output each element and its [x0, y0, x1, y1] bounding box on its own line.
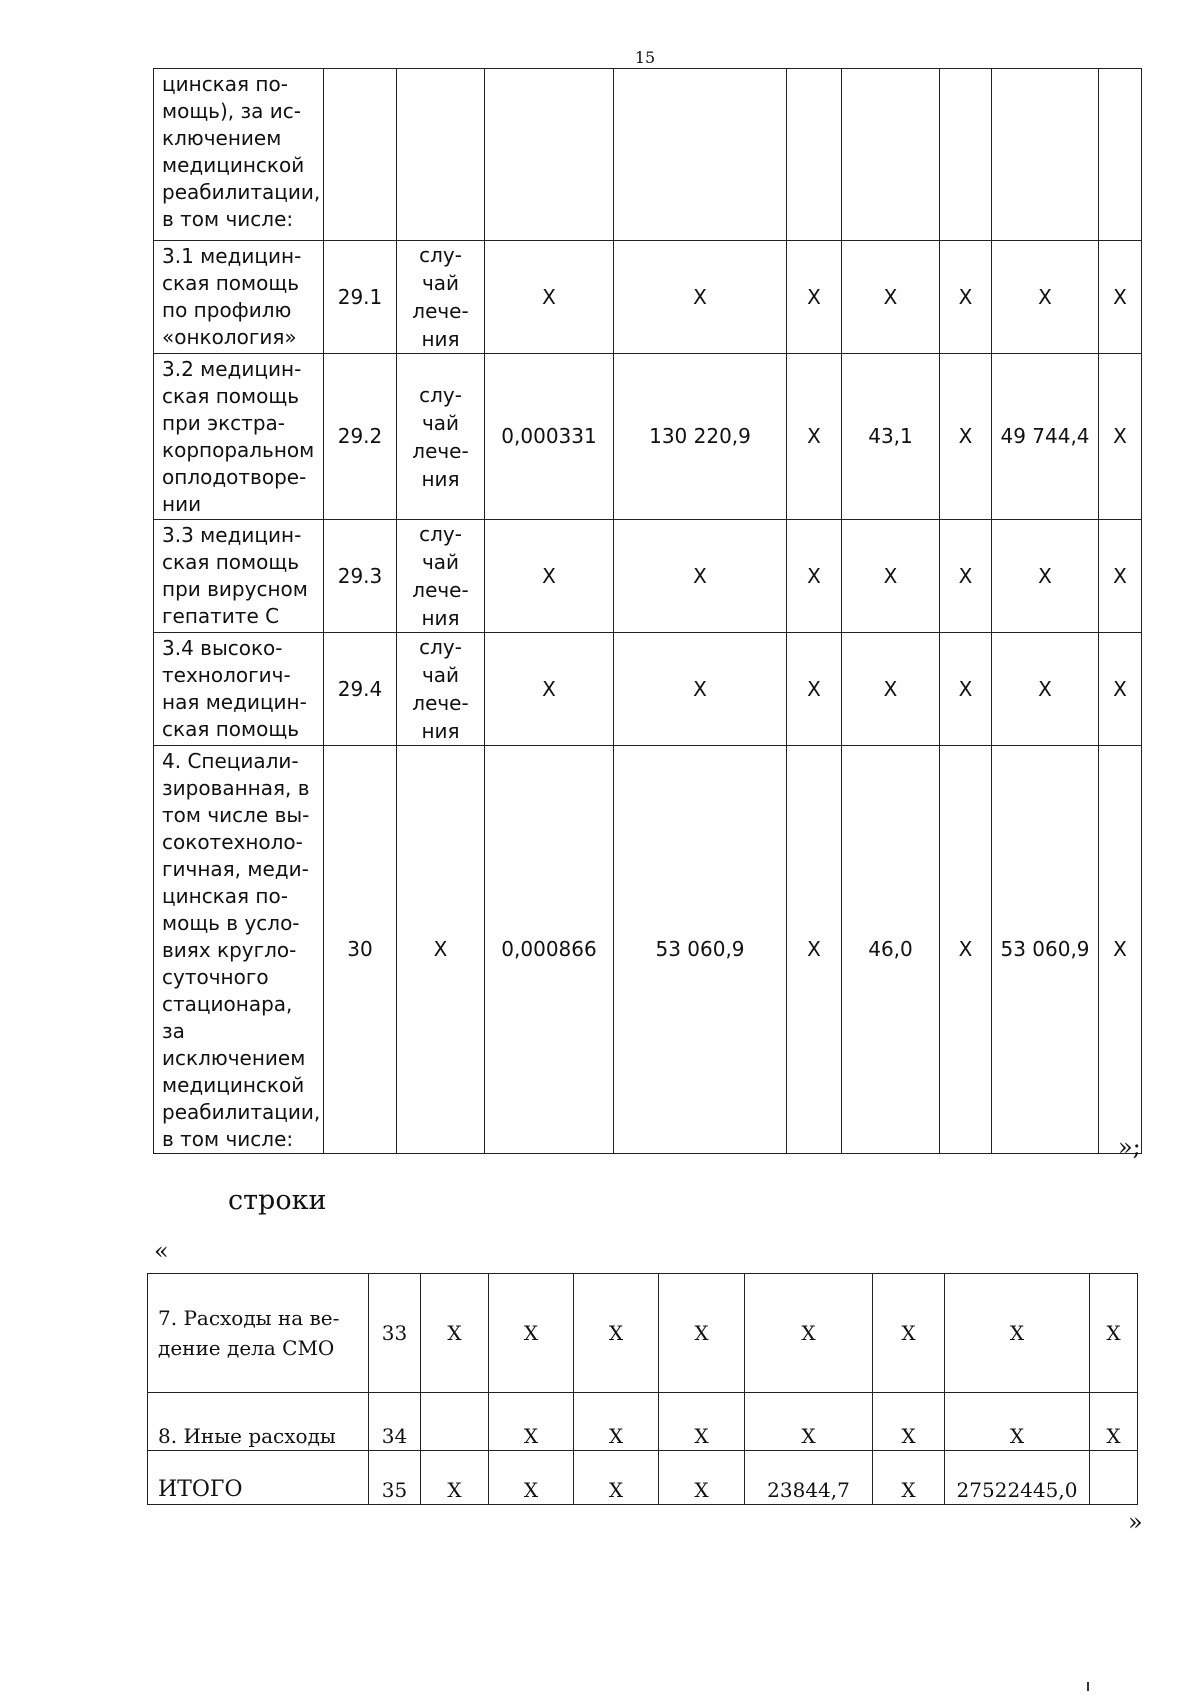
table-cell: X [485, 633, 614, 746]
table-cell: X [574, 1274, 659, 1393]
table-cell: X [574, 1451, 659, 1505]
table-row [148, 1274, 1138, 1393]
row-name: 3.2 медицин- ская помощь при экстра- корпоральном оплодотворе- нии [154, 354, 324, 520]
closing-quote: »; [1118, 1133, 1141, 1161]
table-cell: X [992, 633, 1099, 746]
table-row [154, 69, 1142, 241]
table-row [148, 1393, 1138, 1451]
table-cell: 53 060,9 [992, 746, 1099, 1154]
table-cell: X [1099, 746, 1142, 1154]
table-cell: X [873, 1274, 945, 1393]
row-name: 8. Иные расходы [148, 1393, 369, 1451]
table-cell: X [1099, 354, 1142, 520]
table-cell: X [940, 520, 992, 633]
table-cell [324, 69, 397, 241]
table-cell: 43,1 [842, 354, 940, 520]
table-cell [842, 69, 940, 241]
table-cell [940, 69, 992, 241]
row-code: 35 [369, 1451, 421, 1505]
table-cell: X [489, 1274, 574, 1393]
table-cell: X [1090, 1393, 1138, 1451]
table-cell: X [614, 241, 787, 354]
table-cell: X [787, 746, 842, 1154]
table-cell: X [945, 1393, 1090, 1451]
table-cell: X [1090, 1274, 1138, 1393]
row-name: 3.3 медицин- ская помощь при вирусном гепатите С [154, 520, 324, 633]
table-cell: 46,0 [842, 746, 940, 1154]
table-cell: 23844,7 [745, 1451, 873, 1505]
table-cell: 49 744,4 [992, 354, 1099, 520]
unit-cell: слу- чай лече- ния [397, 520, 485, 633]
table-cell: X [421, 1451, 489, 1505]
table-cell: X [787, 633, 842, 746]
table-cell: 130 220,9 [614, 354, 787, 520]
row-name: ИТОГО [148, 1451, 369, 1505]
table-cell: X [397, 746, 485, 1154]
opening-quote: « [154, 1237, 169, 1265]
row-name: 3.1 медицин- ская помощь по профилю «онкология» [154, 241, 324, 354]
unit-cell: слу- чай лече- ния [397, 241, 485, 354]
row-name: 4. Специали- зированная, в том числе вы- сокотехноло- гичная, меди- цинская по- мощь в усло- виях кругло- суточного стационара, за исключением медицинской реабилитации, в том числе: [154, 746, 324, 1154]
table-row [154, 354, 1142, 520]
table-cell: X [659, 1393, 745, 1451]
table-cell: X [873, 1451, 945, 1505]
table-cell: X [787, 354, 842, 520]
row-name: 7. Расходы на ве- дение дела СМО [148, 1274, 369, 1393]
row-code: 33 [369, 1274, 421, 1393]
table-cell: X [842, 241, 940, 354]
expenses-table [147, 1273, 1138, 1505]
table-cell: 0,000866 [485, 746, 614, 1154]
row-code: 29.2 [324, 354, 397, 520]
closing-quote: » [1128, 1508, 1143, 1536]
table-cell: X [787, 241, 842, 354]
table-cell: 53 060,9 [614, 746, 787, 1154]
table-cell: 0,000331 [485, 354, 614, 520]
table-cell: X [1099, 520, 1142, 633]
table-cell: X [992, 520, 1099, 633]
stroki-label: строки [228, 1185, 327, 1216]
row-code: 30 [324, 746, 397, 1154]
table-cell [397, 69, 485, 241]
table-cell: X [485, 241, 614, 354]
table-cell: X [659, 1274, 745, 1393]
scan-mark [1087, 1682, 1089, 1691]
table-cell [1090, 1451, 1138, 1505]
table-cell: X [614, 520, 787, 633]
table-row [154, 746, 1142, 1154]
unit-cell: слу- чай лече- ния [397, 354, 485, 520]
row-code: 29.3 [324, 520, 397, 633]
table-cell: X [842, 520, 940, 633]
table-cell [421, 1393, 489, 1451]
table-cell: X [745, 1393, 873, 1451]
row-code: 34 [369, 1393, 421, 1451]
table-cell: X [940, 746, 992, 1154]
table-cell: X [992, 241, 1099, 354]
table-cell: X [745, 1274, 873, 1393]
page-number: 15 [634, 48, 656, 67]
table-cell [1099, 69, 1142, 241]
table-cell: X [1099, 633, 1142, 746]
row-name: цинская по- мощь), за ис- ключением медицинской реабилитации, в том числе: [154, 69, 324, 241]
table-cell: X [489, 1451, 574, 1505]
table-cell: X [940, 241, 992, 354]
table-cell: X [787, 520, 842, 633]
table-cell: 27522445,0 [945, 1451, 1090, 1505]
unit-cell: слу- чай лече- ния [397, 633, 485, 746]
table-cell [614, 69, 787, 241]
table-cell: X [873, 1393, 945, 1451]
table-row [154, 520, 1142, 633]
table-cell: X [614, 633, 787, 746]
table-cell: X [489, 1393, 574, 1451]
table-cell: X [421, 1274, 489, 1393]
row-code: 29.4 [324, 633, 397, 746]
table-cell: X [659, 1451, 745, 1505]
table-row [148, 1451, 1138, 1505]
table-cell: X [940, 633, 992, 746]
table-row [154, 241, 1142, 354]
table-row [154, 633, 1142, 746]
table-cell: X [485, 520, 614, 633]
table-cell [992, 69, 1099, 241]
table-cell [485, 69, 614, 241]
table-cell [787, 69, 842, 241]
table-cell: X [574, 1393, 659, 1451]
table-cell: X [1099, 241, 1142, 354]
financing-table-continuation [153, 68, 1142, 1154]
table-cell: X [940, 354, 992, 520]
row-code: 29.1 [324, 241, 397, 354]
row-name: 3.4 высоко- технологич- ная медицин- ская помощь [154, 633, 324, 746]
table-cell: X [842, 633, 940, 746]
table-cell: X [945, 1274, 1090, 1393]
